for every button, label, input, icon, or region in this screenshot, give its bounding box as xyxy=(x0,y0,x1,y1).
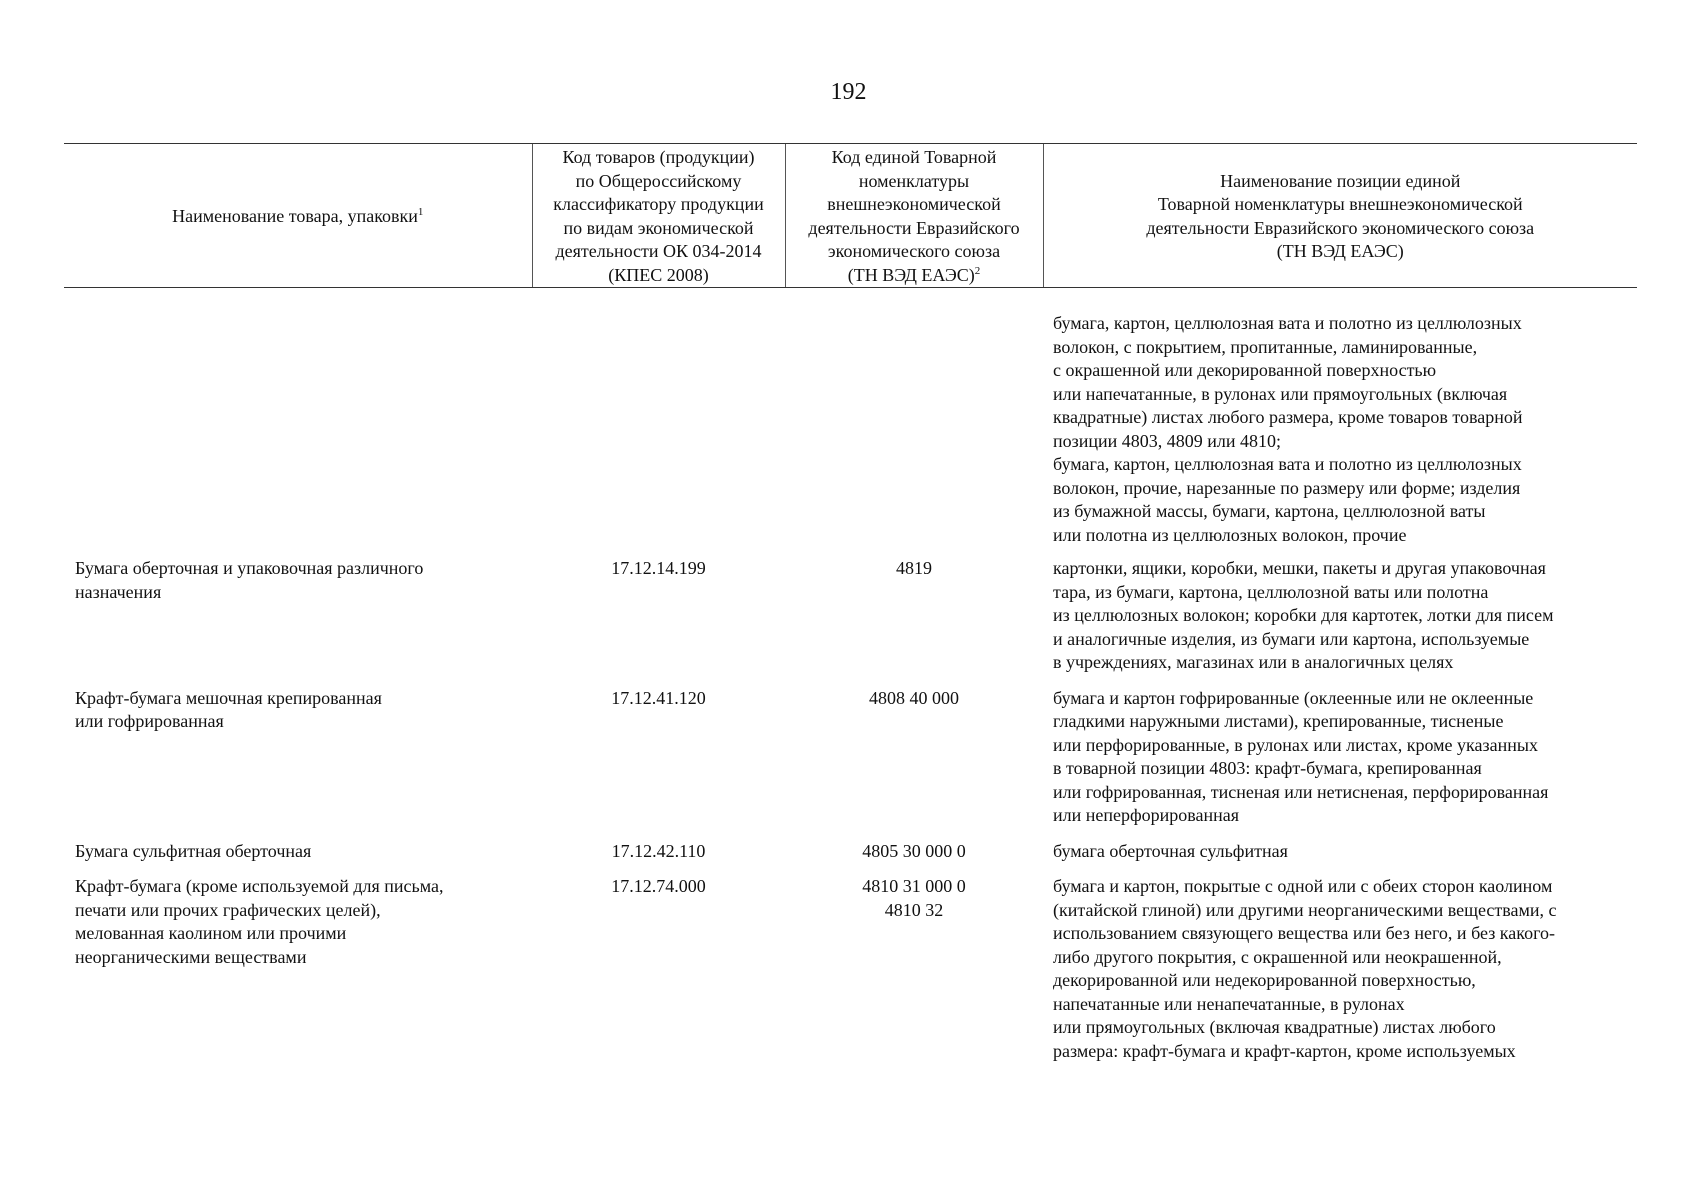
header-line: номенклатуры xyxy=(858,170,970,191)
footnote-marker: 2 xyxy=(974,264,981,277)
footnote-marker: 1 xyxy=(417,205,424,218)
okpd-code-cell xyxy=(532,863,785,1063)
tnved-code-cell xyxy=(785,675,1043,828)
cell-line: Бумага оберточная и упаковочная различного xyxy=(75,558,424,578)
table-row xyxy=(64,675,1637,828)
okpd-code-cell xyxy=(532,675,785,828)
cell-line: 17.12.42.110 xyxy=(611,840,706,861)
cell-line: бумага, картон, целлюлозная вата и полотно из целлюлозных xyxy=(1053,313,1522,333)
cell-line: либо другого покрытия, с окрашенной или неокрашенной, xyxy=(1053,946,1502,967)
cell-line: использованием связующего вещества или без него, и без какого- xyxy=(1053,923,1556,943)
header-tnved-position xyxy=(1043,144,1637,288)
cell-line: 4819 xyxy=(896,558,932,578)
okpd-code-cell xyxy=(532,547,785,675)
cell-line: и аналогичные изделия, из бумаги или картона, используемые xyxy=(1053,628,1530,649)
table-row xyxy=(64,863,1637,1063)
cell-line: или полотна из целлюлозных волокон, прочие xyxy=(1053,524,1407,545)
tnved-description-cell xyxy=(1043,863,1637,1063)
cell-line: (китайской глиной) или другими неорганическими веществами, с xyxy=(1053,899,1557,920)
cell-line: или перфорированные, в рулонах или листах, кроме указанных xyxy=(1053,734,1538,755)
tnved-description-cell xyxy=(1043,828,1637,864)
cell-line: гладкими наружными листами), крепированные, тисненые xyxy=(1053,711,1504,731)
header-line: (ТН ВЭД ЕАЭС)$^2$ xyxy=(847,264,981,285)
cell-line: бумага и картон, покрытые с одной или с обеих сторон каолином xyxy=(1053,876,1553,896)
cell-line: 17.12.14.199 xyxy=(611,558,706,578)
tnved-description-cell xyxy=(1043,675,1637,828)
header-line: (ТН ВЭД ЕАЭС) xyxy=(1276,241,1404,261)
cell-line: из бумажной массы, бумаги, картона, целлюлозной ваты xyxy=(1053,501,1486,521)
header-line: деятельности Евразийского экономического союза xyxy=(1146,217,1535,238)
cell-line: тара, из бумаги, картона, целлюлозной ваты или полотна xyxy=(1053,581,1489,602)
cell-line: волокон, прочие, нарезанные по размеру или форме; изделия xyxy=(1053,477,1521,498)
cell-line: 4810 32 xyxy=(884,899,944,920)
header-tnved-code xyxy=(785,144,1043,288)
goods-name-cell xyxy=(64,828,532,864)
header-line: классификатору продукции xyxy=(553,194,764,214)
table-row xyxy=(64,288,1637,548)
cell-line: размера: крафт-бумага и крафт-картон, кроме используемых xyxy=(1053,1040,1516,1061)
cell-line: или гофрированная, тисненая или нетисненая, перфорированная xyxy=(1053,781,1549,802)
cell-line: или неперфорированная xyxy=(1053,805,1240,825)
okpd-code-cell xyxy=(532,828,785,864)
header-okpd-code xyxy=(532,144,785,288)
cell-line: Бумага сульфитная оберточная xyxy=(75,840,312,861)
header-line: Товарной номенклатуры внешнеэкономической xyxy=(1157,194,1523,214)
cell-line: или гофрированная xyxy=(75,711,224,731)
header-line: Наименование товара, упаковки$^1$ xyxy=(172,205,424,226)
table-row xyxy=(64,828,1637,864)
header-line: внешнеэкономической xyxy=(827,194,1001,214)
goods-name-cell xyxy=(64,288,532,548)
goods-name-cell xyxy=(64,675,532,828)
cell-line: 17.12.41.120 xyxy=(611,687,706,708)
header-line: Код товаров (продукции) xyxy=(562,147,755,167)
cell-line: бумага, картон, целлюлозная вата и полотно из целлюлозных xyxy=(1053,454,1522,474)
cell-line: печати или прочих графических целей), xyxy=(75,899,381,920)
cell-line: или прямоугольных (включая квадратные) листах любого xyxy=(1053,1017,1496,1037)
tnved-code-cell xyxy=(785,288,1043,548)
header-line: деятельности ОК 034-2014 xyxy=(555,241,762,261)
cell-line: декорированной или недекорированной поверхностью, xyxy=(1053,970,1476,990)
tnved-code-cell xyxy=(785,828,1043,864)
cell-line: бумага оберточная сульфитная xyxy=(1053,840,1288,861)
tnved-code-cell xyxy=(785,547,1043,675)
cell-line: в учреждениях, магазинах или в аналогичных целях xyxy=(1053,652,1454,672)
goods-table xyxy=(64,143,1637,1063)
cell-line: напечатанные или ненапечатанные, в рулонах xyxy=(1053,993,1405,1014)
cell-line: назначения xyxy=(75,581,162,602)
cell-line: волокон, с покрытием, пропитанные, ламинированные, xyxy=(1053,336,1478,357)
cell-line: квадратные) листах любого размера, кроме товаров товарной xyxy=(1053,407,1523,427)
table-row xyxy=(64,547,1637,675)
tnved-code-cell xyxy=(785,863,1043,1063)
cell-line: Крафт-бумага мешочная крепированная xyxy=(75,687,382,708)
cell-line: неорганическими веществами xyxy=(75,946,307,967)
header-line: Наименование позиции единой xyxy=(1220,170,1461,191)
cell-line: позиции 4803, 4809 или 4810; xyxy=(1053,430,1282,451)
cell-line: 17.12.74.000 xyxy=(611,876,706,896)
cell-line: в товарной позиции 4803: крафт-бумага, крепированная xyxy=(1053,758,1482,778)
header-line: экономического союза xyxy=(827,241,1001,261)
cell-line: Крафт-бумага (кроме используемой для письма, xyxy=(75,876,444,896)
cell-line: 4805 30 000 0 xyxy=(862,840,966,861)
cell-line: 4808 40 000 xyxy=(869,687,959,708)
goods-name-cell xyxy=(64,547,532,675)
cell-line: картонки, ящики, коробки, мешки, пакеты и другая упаковочная xyxy=(1053,558,1546,578)
tnved-description-cell xyxy=(1043,547,1637,675)
cell-line: из целлюлозных волокон; коробки для картотек, лотки для писем xyxy=(1053,605,1554,625)
table-body xyxy=(64,288,1637,1064)
table-header-row xyxy=(64,144,1637,288)
header-line: Код единой Товарной xyxy=(831,147,997,167)
cell-line: или напечатанные, в рулонах или прямоугольных (включая xyxy=(1053,383,1508,404)
header-line: (КПЕС 2008) xyxy=(608,264,709,285)
cell-line: мелованная каолином или прочими xyxy=(75,923,347,943)
cell-line: бумага и картон гофрированные (оклеенные или не оклеенные xyxy=(1053,687,1534,708)
tnved-description-cell xyxy=(1043,288,1637,548)
header-goods-name xyxy=(64,144,532,288)
cell-line: с окрашенной или декорированной поверхностью xyxy=(1053,360,1437,380)
goods-name-cell xyxy=(64,863,532,1063)
page-number: 192 xyxy=(830,79,867,105)
header-line: деятельности Евразийского xyxy=(808,217,1020,238)
cell-line: 4810 31 000 0 xyxy=(862,876,966,896)
header-line: по видам экономической xyxy=(563,217,754,238)
header-line: по Общероссийскому xyxy=(575,170,742,191)
okpd-code-cell xyxy=(532,288,785,548)
